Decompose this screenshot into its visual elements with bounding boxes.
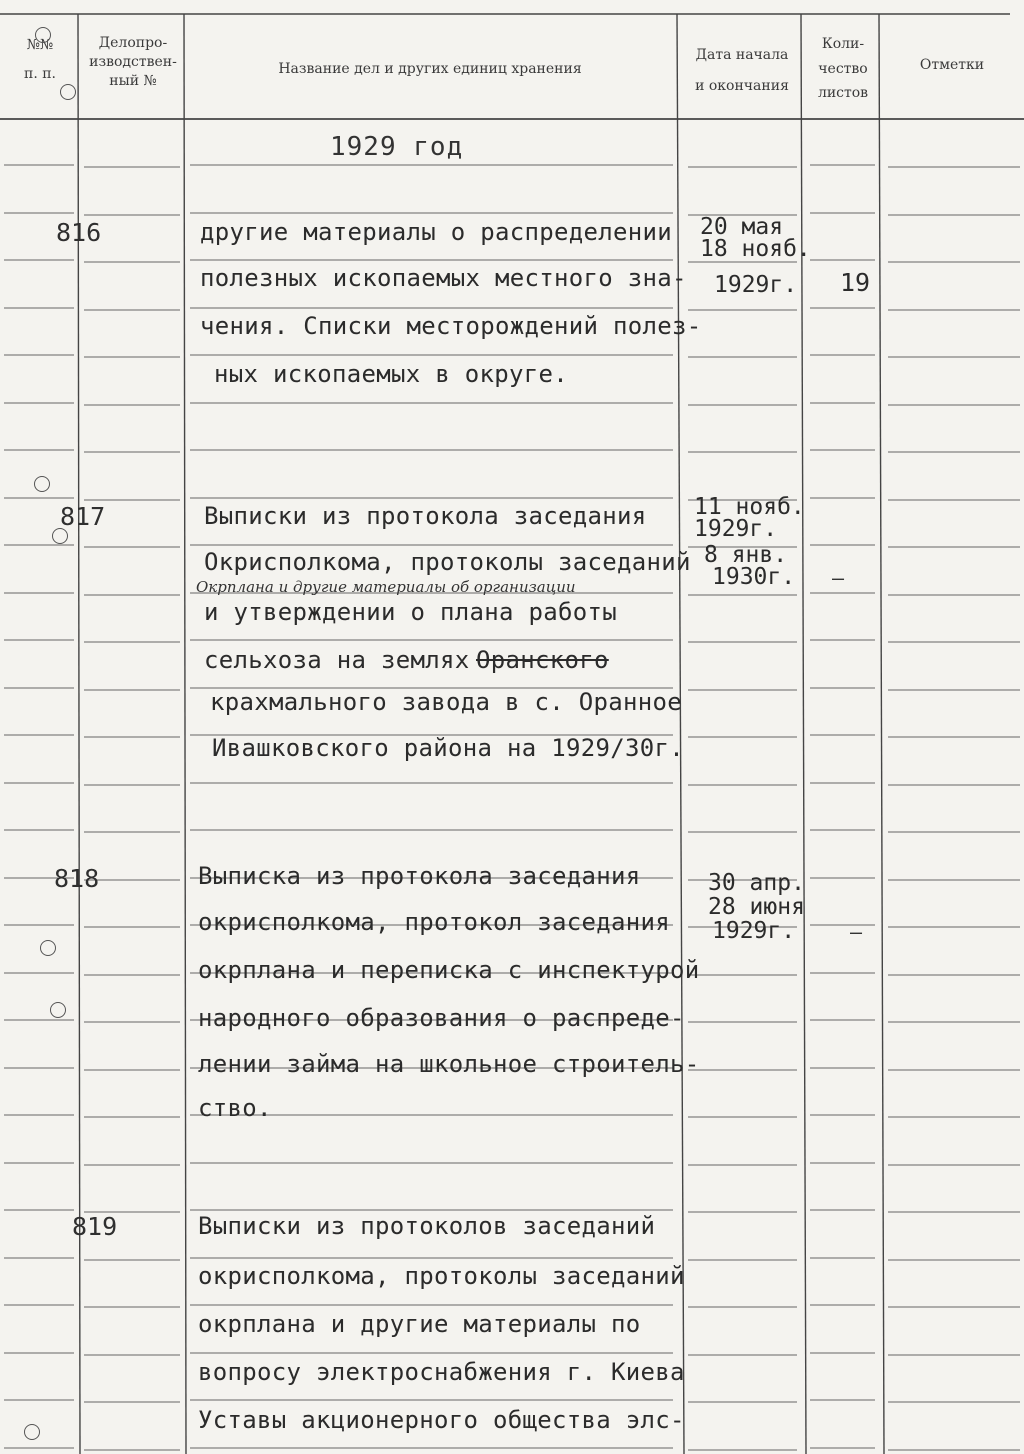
header-office-number: Делопро- изводствен- ный № — [89, 35, 177, 89]
record-number: 817 — [60, 502, 106, 531]
handwritten-insert: Окрплана и другие материалы об организации — [196, 578, 576, 596]
record-number: 816 — [56, 218, 102, 247]
record-date: 1929г. — [712, 918, 796, 944]
record-date: 8 янв. — [704, 542, 788, 568]
record-line: народного образования о распреде- — [198, 1004, 685, 1032]
record-number: 819 — [72, 1212, 118, 1241]
record-line: окрисполкома, протоколы заседаний — [198, 1262, 685, 1290]
punch-hole — [50, 1002, 66, 1018]
record-line: сельхоза на землях — [204, 646, 470, 674]
punch-hole — [60, 84, 76, 100]
punch-hole — [34, 476, 50, 492]
header-sheet-count: Коли- чество листов — [817, 36, 869, 101]
record-date: 11 нояб. — [694, 494, 805, 520]
record-date: 28 июня — [708, 894, 805, 920]
record-line: и утверждении о плана работы — [204, 598, 617, 626]
record-line: Ивашковского района на 1929/30г. — [212, 734, 684, 762]
record-note: – — [832, 566, 845, 590]
struck-through-word: Оранского — [476, 646, 609, 674]
record-sheet-count: 19 — [840, 268, 871, 297]
header-number: №№ п. п. — [23, 37, 56, 82]
record-date: 20 мая — [700, 214, 784, 240]
record-line: Выписки из протоколов заседаний — [198, 1212, 656, 1240]
record-line: полезных ископаемых местного зна- — [200, 264, 687, 292]
punch-hole — [40, 940, 56, 956]
col-divider-5 — [879, 14, 884, 1454]
record-date: 1929г. — [714, 272, 798, 298]
record-sheet-count: – — [850, 920, 863, 944]
record-line: чения. Списки месторождений полез- — [200, 312, 702, 340]
record-line: лении займа на школьное строитель- — [198, 1050, 700, 1078]
record-line: ство. — [198, 1094, 272, 1122]
record-line: окрплана и другие материалы по — [198, 1310, 641, 1338]
header-title: Название дел и других единиц хранения — [278, 61, 582, 77]
record-line: вопросу электроснабжения г. Киева — [198, 1358, 685, 1386]
col-divider-4 — [801, 14, 806, 1454]
header-notes: Отметки — [919, 57, 985, 73]
punch-hole — [35, 27, 51, 43]
col-divider-2 — [184, 14, 186, 1454]
record-date: 30 апр. — [708, 870, 805, 896]
record-date: 18 нояб. — [700, 236, 811, 262]
record-date: 1929г. — [694, 516, 778, 542]
record-line: окрисполкома, протокол заседания — [198, 908, 670, 936]
record-line: Уставы акционерного общества элс- — [198, 1406, 685, 1434]
record-number: 818 — [54, 864, 100, 893]
year-heading: 1929 год — [330, 132, 464, 162]
record-line: другие материалы о распределении — [200, 218, 672, 246]
header-dates: Дата начала и окончания — [695, 47, 789, 94]
record-line: окрплана и переписка с инспектурой — [198, 956, 700, 984]
punch-hole — [24, 1424, 40, 1440]
record-line: ных ископаемых в округе. — [214, 360, 568, 388]
punch-hole — [52, 528, 68, 544]
record-line: Выписки из протокола заседания — [204, 502, 647, 530]
record-line: крахмального завода в с. Оранное — [210, 688, 682, 716]
record-date: 1930г. — [712, 564, 796, 590]
record-line: Окрисполкома, протоколы заседаний — [204, 548, 691, 576]
record-line: Выписка из протокола заседания — [198, 862, 641, 890]
